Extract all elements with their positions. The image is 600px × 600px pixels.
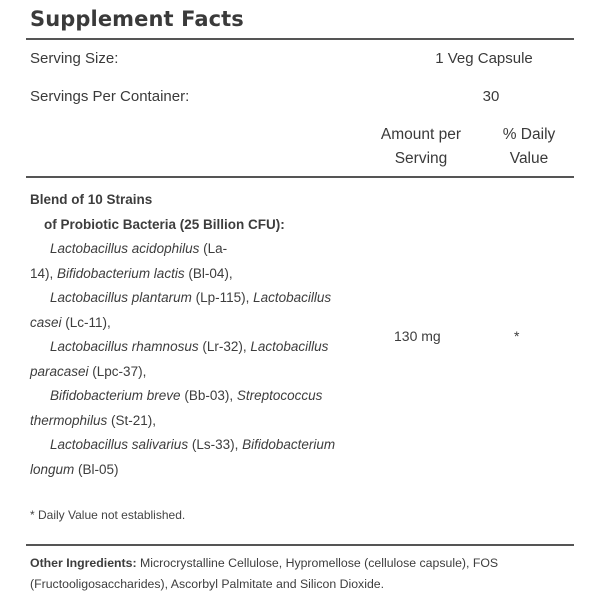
strain-line: Bifidobacterium breve (Bb-03), Streptococcus <box>50 388 323 403</box>
strain-line: longum (Bl-05) <box>30 461 119 477</box>
amount-per-serving-header <box>366 123 476 171</box>
other-ingredients <box>30 553 570 595</box>
serving-size-label: Serving Size: <box>30 50 119 67</box>
servings-per-container-value: 30 <box>482 88 500 105</box>
servings-per-container-label: Servings Per Container: <box>30 88 190 105</box>
strain-line: Lactobacillus salivarius (Ls-33), Bifidobacterium <box>50 437 336 452</box>
servings-per-container-row <box>26 78 574 116</box>
blend-amount: 130 mg <box>394 328 441 344</box>
serving-size-value: 1 Veg Capsule <box>435 50 533 67</box>
strain-line: paracasei (Lpc-37), <box>30 363 147 379</box>
other-ingredients-text: Microcrystalline Cellulose, Hypromellose (cellulose capsule), FOS (Fructooligosaccharides), Ascorbyl Palmitate and Silicon Dioxide. <box>30 556 499 591</box>
blend-description <box>30 188 370 482</box>
blend-head-line1: Blend of 10 Strains <box>30 192 153 207</box>
other-ingredients-label: Other Ingredients: <box>30 556 137 570</box>
strain-line: Lactobacillus rhamnosus (Lr-32), Lactobacillus <box>50 339 329 354</box>
serving-size-row <box>26 40 574 78</box>
panel-title: Supplement Facts <box>30 7 244 31</box>
supplement-facts-panel <box>26 0 574 522</box>
dv-header-line2: Value <box>509 150 549 167</box>
strain-line: Lactobacillus acidophilus (La- <box>50 241 228 256</box>
blend-daily-value: * <box>514 328 520 344</box>
daily-value-header <box>484 123 574 171</box>
strain-line: Lactobacillus plantarum (Lp-115), Lactobacillus <box>50 290 332 305</box>
strain-line: casei (Lc-11), <box>30 314 111 330</box>
column-header-row <box>26 116 574 176</box>
footer-divider <box>26 544 574 546</box>
daily-value-footnote: * Daily Value not established. <box>30 508 186 522</box>
dv-header-line1: % Daily <box>502 126 556 143</box>
probiotic-blend-row <box>26 178 574 522</box>
amount-header-line1: Amount per <box>380 126 462 143</box>
strain-line: thermophilus (St-21), <box>30 412 157 428</box>
amount-header-line2: Serving <box>394 150 448 167</box>
strain-line: 14), Bifidobacterium lactis (Bl-04), <box>30 265 233 281</box>
blend-head-line2: of Probiotic Bacteria (25 Billion CFU): <box>44 216 285 232</box>
